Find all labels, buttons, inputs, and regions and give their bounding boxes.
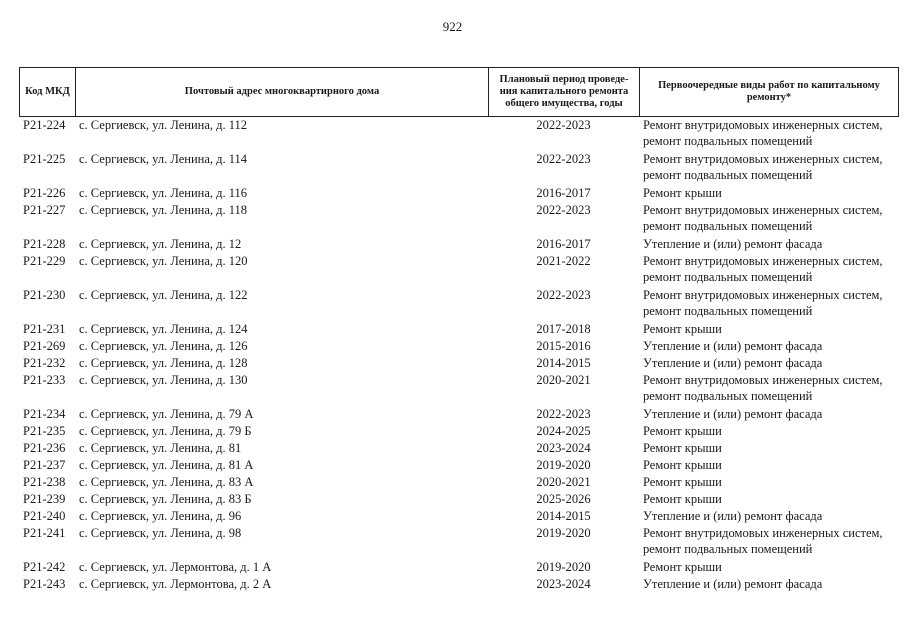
row-address: с. Сергиевск, ул. Ленина, д. 118 [79,203,248,217]
row-address: с. Сергиевск, ул. Ленина, д. 12 [79,237,242,251]
header-period: Плановый период проведе-ния капитального ремонта общего имущества, годы [489,68,640,116]
row-works: Ремонт крыши [643,458,722,472]
row-period: 2019-2020 [536,458,591,472]
row-period: 2015-2016 [536,339,591,353]
row-code: Р21-231 [23,322,66,336]
row-works: Ремонт внутридомовых инженерных систем, ремонт подвальных помещений [643,152,883,182]
row-code: Р21-240 [23,509,66,523]
row-code: Р21-230 [23,288,66,302]
row-period: 2022-2023 [536,152,591,166]
row-code: Р21-234 [23,407,66,421]
row-period: 2016-2017 [536,237,591,251]
row-period: 2025-2026 [536,492,591,506]
row-code: Р21-237 [23,458,66,472]
header-works: Первоочередные виды работ по капитальному ремонту* [658,80,880,103]
row-code: Р21-227 [23,203,66,217]
row-code: Р21-233 [23,373,66,387]
row-period: 2014-2015 [536,509,591,523]
row-address: с. Сергиевск, ул. Ленина, д. 81 А [79,458,254,472]
header-address: Почтовый адрес многоквартирного дома [76,68,489,116]
row-address: с. Сергиевск, ул. Ленина, д. 98 [79,526,242,540]
row-works: Ремонт крыши [643,424,722,438]
row-period: 2019-2020 [536,526,591,540]
row-address: с. Сергиевск, ул. Ленина, д. 81 [79,441,242,455]
row-code: Р21-235 [23,424,66,438]
row-code: Р21-224 [23,118,66,132]
row-works: Ремонт внутридомовых инженерных систем, ремонт подвальных помещений [643,526,883,556]
row-period: 2022-2023 [536,203,591,217]
row-code: Р21-269 [23,339,66,353]
row-address: с. Сергиевск, ул. Ленина, д. 128 [79,356,248,370]
row-period: 2023-2024 [536,577,591,591]
row-works: Ремонт внутридомовых инженерных систем, ремонт подвальных помещений [643,254,883,284]
row-address: с. Сергиевск, ул. Ленина, д. 122 [79,288,248,302]
row-code: Р21-243 [23,577,66,591]
row-works: Ремонт внутридомовых инженерных систем, ремонт подвальных помещений [643,118,883,148]
row-code: Р21-236 [23,441,66,455]
row-period: 2022-2023 [536,118,591,132]
row-period: 2022-2023 [536,288,591,302]
row-address: с. Сергиевск, ул. Ленина, д. 79 Б [79,424,252,438]
capital-repair-table [19,67,899,591]
row-address: с. Сергиевск, ул. Ленина, д. 96 [79,509,242,523]
row-code: Р21-242 [23,560,66,574]
row-works: Ремонт крыши [643,560,722,574]
row-code: Р21-226 [23,186,66,200]
row-works: Утепление и (или) ремонт фасада [643,356,823,370]
row-works: Утепление и (или) ремонт фасада [643,339,823,353]
row-period: 2024-2025 [536,424,591,438]
row-address: с. Сергиевск, ул. Лермонтова, д. 2 А [79,577,272,591]
row-period: 2020-2021 [536,373,591,387]
row-code: Р21-241 [23,526,66,540]
row-address: с. Сергиевск, ул. Ленина, д. 83 Б [79,492,252,506]
row-address: с. Сергиевск, ул. Ленина, д. 120 [79,254,248,268]
row-works: Утепление и (или) ремонт фасада [643,509,823,523]
row-works: Ремонт крыши [643,322,722,336]
row-code: Р21-228 [23,237,66,251]
row-works: Ремонт внутридомовых инженерных систем, ремонт подвальных помещений [643,373,883,403]
header-code: Код МКД [20,68,76,116]
row-works: Утепление и (или) ремонт фасада [643,577,823,591]
row-works: Ремонт внутридомовых инженерных систем, ремонт подвальных помещений [643,203,883,233]
row-address: с. Сергиевск, ул. Ленина, д. 114 [79,152,248,166]
row-period: 2014-2015 [536,356,591,370]
row-period: 2022-2023 [536,407,591,421]
row-address: с. Сергиевск, ул. Ленина, д. 124 [79,322,248,336]
row-code: Р21-232 [23,356,66,370]
row-address: с. Сергиевск, ул. Ленина, д. 83 А [79,475,254,489]
row-period: 2016-2017 [536,186,591,200]
row-code: Р21-238 [23,475,66,489]
table-header [19,67,899,117]
row-works: Ремонт крыши [643,492,722,506]
row-period: 2023-2024 [536,441,591,455]
row-address: с. Сергиевск, ул. Ленина, д. 126 [79,339,248,353]
page-number: 922 [442,19,463,34]
row-works: Ремонт крыши [643,186,722,200]
row-works: Утепление и (или) ремонт фасада [643,407,823,421]
row-address: с. Сергиевск, ул. Ленина, д. 116 [79,186,248,200]
row-works: Ремонт крыши [643,475,722,489]
row-address: с. Сергиевск, ул. Ленина, д. 112 [79,118,248,132]
row-period: 2021-2022 [536,254,591,268]
row-code: Р21-239 [23,492,66,506]
row-code: Р21-225 [23,152,66,166]
row-address: с. Сергиевск, ул. Ленина, д. 79 А [79,407,254,421]
row-period: 2017-2018 [536,322,591,336]
row-period: 2019-2020 [536,560,591,574]
row-works: Ремонт внутридомовых инженерных систем, ремонт подвальных помещений [643,288,883,318]
row-period: 2020-2021 [536,475,591,489]
row-works: Ремонт крыши [643,441,722,455]
row-works: Утепление и (или) ремонт фасада [643,237,823,251]
row-address: с. Сергиевск, ул. Ленина, д. 130 [79,373,248,387]
row-code: Р21-229 [23,254,66,268]
row-address: с. Сергиевск, ул. Лермонтова, д. 1 А [79,560,272,574]
